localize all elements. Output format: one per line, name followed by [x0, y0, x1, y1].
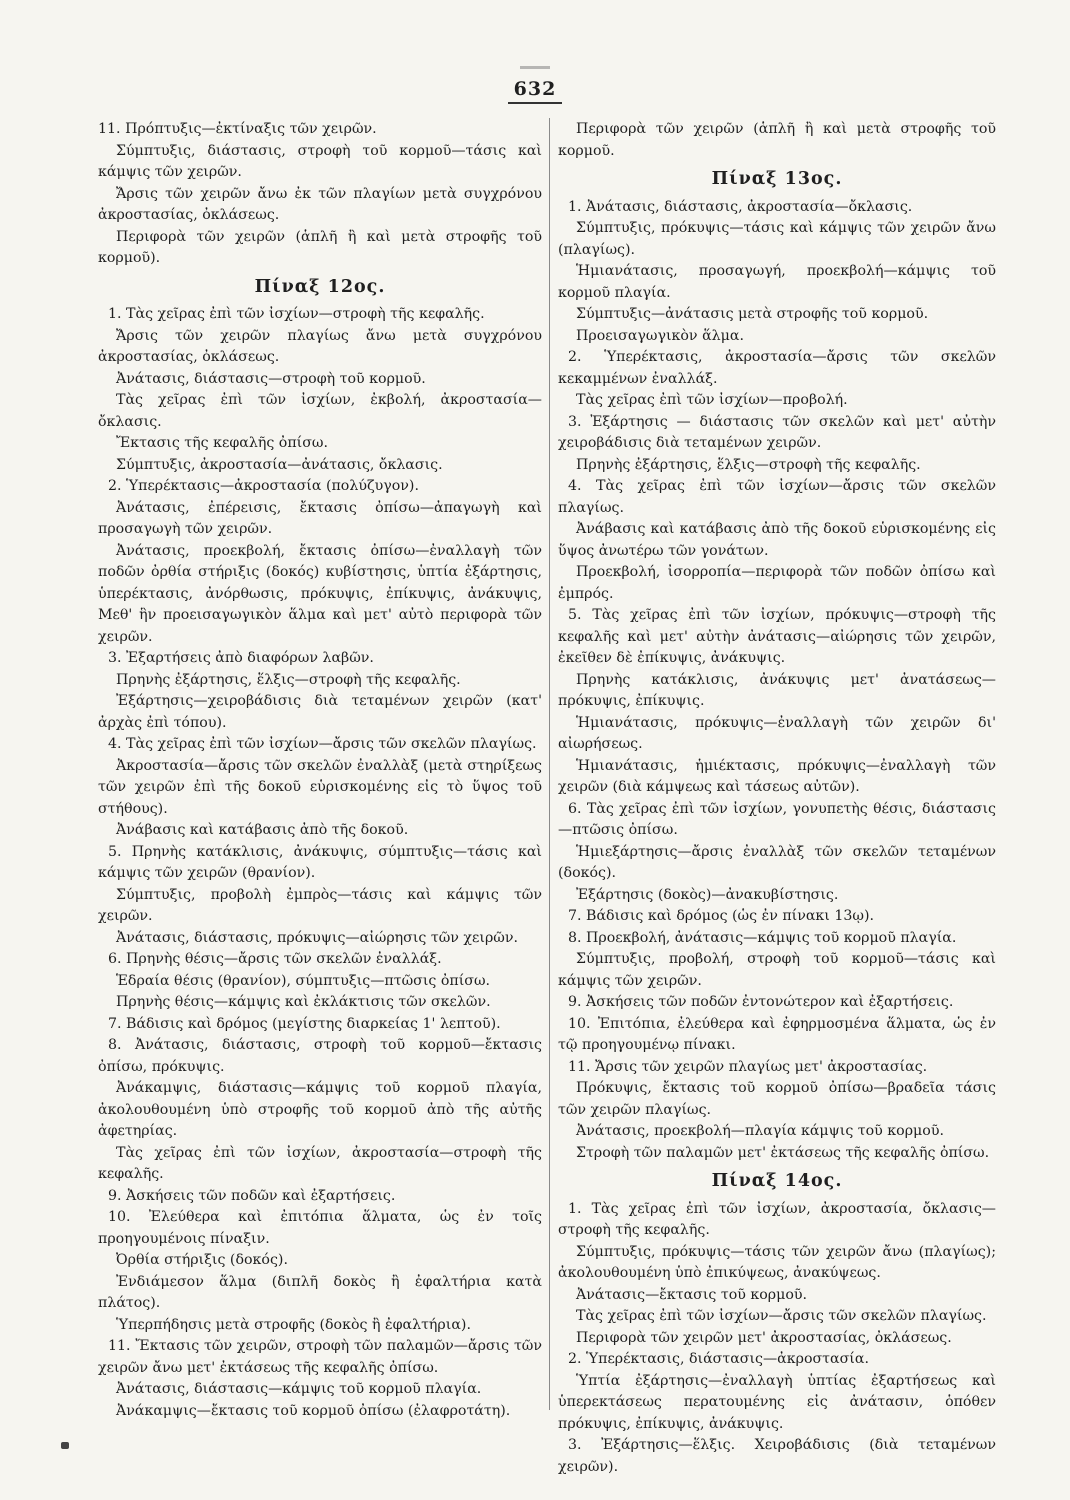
paragraph: 5. Τὰς χεῖρας ἐπὶ τῶν ἰσχίων, πρόκυψις—στροφὴ τῆς κεφαλῆς καὶ μετ' αὐτὴν ἀνάτασις—αἰώρησις τῶν χειρῶν, ἐκεῖθεν δὲ ἐπίκυψις, ἀνάκυψις.: [558, 607, 996, 666]
paragraph: Πρηνὴς κατάκλισις, ἀνάκυψις μετ' ἀνατάσεως—πρόκυψις, ἐπίκυψις.: [558, 671, 996, 709]
paragraph: Περιφορὰ τῶν χειρῶν μετ' ἀκροστασίας, ὀκλάσεως.: [576, 1329, 952, 1346]
paragraph: 4. Τὰς χεῖρας ἐπὶ τῶν ἰσχίων—ἄρσις τῶν σκελῶν πλαγίως.: [558, 478, 996, 516]
paragraph: Περιφορὰ τῶν χειρῶν (ἁπλῆ ἢ καὶ μετὰ στροφῆς τοῦ κορμοῦ.: [558, 121, 996, 159]
paragraph: 2. Ὑπερέκτασις—ἀκροστασία (πολύζυγον).: [108, 478, 419, 494]
paragraph: 8. Ἀνάτασις, διάστασις, στροφὴ τοῦ κορμοῦ—ἔκτασις ὀπίσω, πρόκυψις.: [98, 1037, 542, 1075]
paragraph: Ἀνάτασις, διάστασις, πρόκυψις—αἰώρησις τῶν χειρῶν.: [116, 929, 518, 946]
paragraph: Ἡμιεξάρτησις—ἄρσις ἐναλλὰξ τῶν σκελῶν τεταμένων (δοκός).: [558, 843, 996, 881]
paragraph: Σύμπτυξις, πρόκυψις—τάσις τῶν χειρῶν ἄνω (πλαγίως); ἀκολουθουμένη ὑπὸ ἐπικύψεως, ἀνακύψεως.: [558, 1243, 996, 1281]
paragraph: Ἀνάτασις, ἐπέρεισις, ἔκτασις ὀπίσω—ἀπαγωγὴ καὶ προσαγωγὴ τῶν χειρῶν.: [98, 499, 542, 537]
paragraph: 3. Ἐξάρτησις—ἕλξις. Χειροβάδισις (διὰ τεταμένων χειρῶν).: [558, 1437, 996, 1475]
paragraph: 11. Πρόπτυξις—ἐκτίναξις τῶν χειρῶν.: [98, 121, 377, 137]
paragraph: Σύμπτυξις, ἀκροστασία—ἀνάτασις, ὄκλασις.: [116, 456, 443, 473]
column-divider: [549, 118, 550, 1410]
paragraph: Ἄρσις τῶν χειρῶν πλαγίως ἄνω μετὰ συγχρόνου ἀκροστασίας, ὀκλάσεως.: [98, 327, 542, 365]
paragraph: Τὰς χεῖρας ἐπὶ τῶν ἰσχίων, ἐκβολή, ἀκροστασία—ὄκλασις.: [98, 392, 542, 430]
paragraph: Ἀνάβασις καὶ κατάβασις ἀπὸ τῆς δοκοῦ εὑρισκομένης εἰς ὕψος ἀνωτέρω τῶν γονάτων.: [558, 521, 996, 559]
paragraph: 6. Τὰς χεῖρας ἐπὶ τῶν ἰσχίων, γονυπετὴς θέσις, διάστασις—πτῶσις ὀπίσω.: [558, 800, 996, 838]
paragraph: Ἄρσις τῶν χειρῶν ἄνω ἐκ τῶν πλαγίων μετὰ συγχρόνου ἀκροστασίας, ὀκλάσεως.: [98, 185, 542, 223]
paragraph: Τὰς χεῖρας ἐπὶ τῶν ἰσχίων, ἀκροστασία—στροφὴ τῆς κεφαλῆς.: [98, 1144, 542, 1182]
paragraph: Ἀνάτασις, προεκβολή—πλαγία κάμψις τοῦ κορμοῦ.: [576, 1123, 944, 1139]
paragraph: Ἐνδιάμεσον ἅλμα (διπλῆ δοκὸς ἢ ἐφαλτήρια κατὰ πλάτος).: [98, 1273, 542, 1311]
paragraph: Ἑδραία θέσις (θρανίον), σύμπτυξις—πτῶσις ὀπίσω.: [116, 972, 491, 989]
paragraph: Ὑπερπήδησις μετὰ στροφῆς (δοκὸς ἢ ἐφαλτήρια).: [116, 1316, 471, 1333]
paragraph: 10. Ἐπιτόπια, ἐλεύθερα καὶ ἐφηρμοσμένα ἅλματα, ὡς ἐν τῷ προηγουμένῳ πίνακι.: [558, 1015, 996, 1053]
paragraph: Σύμπτυξις, προβολή, στροφὴ τοῦ κορμοῦ—τάσις καὶ κάμψις τῶν χειρῶν.: [558, 951, 996, 989]
paragraph: Πρηνὴς θέσις—κάμψις καὶ ἐκλάκτισις τῶν σκελῶν.: [116, 994, 491, 1010]
paragraph: Προεισαγωγικὸν ἅλμα.: [576, 327, 744, 344]
paragraph: Ἡμιανάτασις, ἡμιέκτασις, πρόκυψις—ἐναλλαγὴ τῶν χειρῶν (διὰ κάμψεως καὶ τάσεως αὐτῶν).: [558, 757, 996, 795]
paragraph: Σύμπτυξις, πρόκυψις—τάσις καὶ κάμψις τῶν χειρῶν ἄνω (πλαγίως).: [558, 220, 996, 258]
ink-smudge: [520, 66, 550, 69]
paragraph: Περιφορὰ τῶν χειρῶν (ἁπλῆ ἢ καὶ μετὰ στροφῆς τοῦ κορμοῦ).: [98, 228, 542, 266]
paragraph: 9. Ἀσκήσεις τῶν ποδῶν ἐντονώτερον καὶ ἐξαρτήσεις.: [568, 994, 954, 1010]
paragraph: Ἀνάτασις, διάστασις—κάμψις τοῦ κορμοῦ πλαγία.: [116, 1381, 482, 1397]
paragraph: Ἀνάκαμψις, διάστασις—κάμψις τοῦ κορμοῦ πλαγία, ἀκολουθουμένη ὑπὸ στροφῆς τοῦ κορμοῦ ἀπὸ τῆς αὐτῆς ἀφετηρίας.: [98, 1080, 542, 1139]
paragraph: 9. Ἀσκήσεις τῶν ποδῶν καὶ ἐξαρτήσεις.: [108, 1187, 396, 1204]
paragraph: Ὀρθία στήριξις (δοκός).: [116, 1252, 288, 1268]
paragraph: 5. Πρηνὴς κατάκλισις, ἀνάκυψις, σύμπτυξις—τάσις καὶ κάμψις τῶν χειρῶν (θρανίον).: [98, 843, 542, 881]
paragraph: 1. Τὰς χεῖρας ἐπὶ τῶν ἰσχίων—στροφὴ τῆς κεφαλῆς.: [108, 306, 485, 322]
paragraph: Ἡμιανάτασις, πρόκυψις—ἐναλλαγὴ τῶν χειρῶν δι' αἰωρήσεως.: [558, 714, 996, 752]
paragraph: Ἀνάκαμψις—ἔκτασις τοῦ κορμοῦ ὀπίσω (ἐλαφροτάτη).: [116, 1402, 511, 1419]
paragraph: Σύμπτυξις, προβολὴ ἐμπρὸς—τάσις καὶ κάμψις τῶν χειρῶν.: [98, 886, 542, 924]
paragraph: 8. Προεκβολή, ἀνάτασις—κάμψις τοῦ κορμοῦ πλαγία.: [568, 929, 957, 946]
paragraph: Ἐξάρτησις—χειροβάδισις διὰ τεταμένων χειρῶν (κατ' ἀρχὰς ἐπὶ τόπου).: [98, 693, 542, 731]
table-heading: Πίναξ 13ος.: [711, 169, 843, 189]
paragraph: Ἔκτασις τῆς κεφαλῆς ὀπίσω.: [116, 435, 328, 451]
page-number: 632: [0, 78, 1070, 100]
paragraph: Ἀκροστασία—ἄρσις τῶν σκελῶν ἐναλλὰξ (μετὰ στηρίξεως τῶν χειρῶν ἐπὶ τῆς δοκοῦ εὑρισκομένης εἰς τὸ ὕψος τοῦ στήθους).: [98, 757, 542, 817]
paragraph: 7. Βάδισις καὶ δρόμος (ὡς ἐν πίνακι 13ῳ).: [568, 908, 875, 924]
paragraph: 2. Ὑπερέκτασις, ἀκροστασία—ἄρσις τῶν σκελῶν κεκαμμένων ἐναλλάξ.: [558, 349, 996, 387]
paragraph: Στροφὴ τῶν παλαμῶν μετ' ἐκτάσεως τῆς κεφαλῆς ὀπίσω.: [576, 1144, 990, 1161]
left-column: [98, 119, 542, 1422]
scan-artifact: [61, 1442, 69, 1449]
paragraph: 4. Τὰς χεῖρας ἐπὶ τῶν ἰσχίων—ἄρσις τῶν σκελῶν πλαγίως.: [108, 736, 537, 752]
paragraph: Τὰς χεῖρας ἐπὶ τῶν ἰσχίων—ἄρσις τῶν σκελῶν πλαγίως.: [576, 1308, 987, 1324]
paragraph: Ἀνάτασις, προεκβολή, ἔκτασις ὀπίσω—ἐναλλαγὴ τῶν ποδῶν ὀρθία στήριξις (δοκός) κυβίστησις, ὑπτία ἐξάρτησις, ὑπερέκτασις, ἀνόρθωσις, πρόκυψις, ἐπίκυψις, ἀνάκυψις, Μεθ' ἣν προεισαγωγικὸν ἅλμα καὶ μετ' αὐτὸ περιφορὰ τῶν χειρῶν.: [98, 542, 542, 645]
paragraph: Ἐξάρτησις (δοκὸς)—ἀνακυβίστησις.: [576, 886, 839, 903]
paragraph: Πρηνὴς ἐξάρτησις, ἕλξις—στροφὴ τῆς κεφαλῆς.: [116, 671, 461, 688]
paragraph: 2. Ὑπερέκτασις, διάστασις—ἀκροστασία.: [568, 1351, 869, 1367]
paragraph: 7. Βάδισις καὶ δρόμος (μεγίστης διαρκείας 1' λεπτοῦ).: [108, 1015, 501, 1032]
paragraph: 1. Ἀνάτασις, διάστασις, ἀκροστασία—ὄκλασις.: [568, 198, 913, 215]
table-heading: Πίναξ 14ος.: [711, 1171, 843, 1191]
paragraph: Ἀνάβασις καὶ κατάβασις ἀπὸ τῆς δοκοῦ.: [116, 822, 409, 838]
paragraph: Ὑπτία ἐξάρτησις—ἐναλλαγὴ ὑπτίας ἐξαρτήσεως καὶ ὑπερεκτάσεως περατουμένης εἰς ἀνάτασιν, ὁπόθεν πρόκυψις, ἐπίκυψις, ἀνάκυψις.: [558, 1372, 996, 1432]
paragraph: 3. Ἐξάρτησις — διάστασις τῶν σκελῶν καὶ μετ' αὐτὴν χειροβάδισις διὰ τεταμένων χειρῶν.: [558, 413, 996, 451]
paragraph: Ἀνάτασις, διάστασις—στροφὴ τοῦ κορμοῦ.: [116, 370, 426, 387]
paragraph: Προεκβολή, ἰσορροπία—περιφορὰ τῶν ποδῶν ὀπίσω καὶ ἐμπρός.: [558, 564, 996, 602]
paragraph: Ἀνάτασις—ἔκτασις τοῦ κορμοῦ.: [576, 1286, 808, 1303]
paragraph: 11. Ἔκτασις τῶν χειρῶν, στροφὴ τῶν παλαμῶν—ἄρσις τῶν χειρῶν ἄνω μετ' ἐκτάσεως τῆς κεφαλῆς ὀπίσω.: [98, 1338, 542, 1376]
paragraph: Τὰς χεῖρας ἐπὶ τῶν ἰσχίων—προβολή.: [576, 392, 848, 408]
right-column: [558, 119, 996, 1478]
paragraph: 1. Τὰς χεῖρας ἐπὶ τῶν ἰσχίων, ἀκροστασία, ὄκλασις—στροφὴ τῆς κεφαλῆς.: [558, 1200, 996, 1238]
paragraph: Πρόκυψις, ἔκτασις τοῦ κορμοῦ ὀπίσω—βραδεῖα τάσις τῶν χειρῶν πλαγίως.: [558, 1080, 996, 1118]
paragraph: Ἡμιανάτασις, προσαγωγή, προεκβολή—κάμψις τοῦ κορμοῦ πλαγία.: [558, 263, 996, 301]
paragraph: Πρηνὴς ἐξάρτησις, ἕλξις—στροφὴ τῆς κεφαλῆς.: [576, 456, 921, 473]
paragraph: 10. Ἐλεύθερα καὶ ἐπιτόπια ἅλματα, ὡς ἐν τοῖς προηγουμένοις πίναξιν.: [98, 1209, 542, 1247]
paragraph: Σύμπτυξις—ἀνάτασις μετὰ στροφῆς τοῦ κορμοῦ.: [576, 306, 929, 322]
paragraph: Σύμπτυξις, διάστασις, στροφὴ τοῦ κορμοῦ—τάσις καὶ κάμψις τῶν χειρῶν.: [98, 142, 542, 180]
table-heading: Πίναξ 12ος.: [254, 276, 386, 297]
paragraph: 3. Ἐξαρτήσεις ἀπὸ διαφόρων λαβῶν.: [108, 650, 374, 666]
paragraph: 6. Πρηνὴς θέσις—ἄρσις τῶν σκελῶν ἐναλλάξ.: [108, 951, 442, 967]
paragraph: 11. Ἄρσις τῶν χειρῶν πλαγίως μετ' ἀκροστασίας.: [568, 1058, 928, 1075]
